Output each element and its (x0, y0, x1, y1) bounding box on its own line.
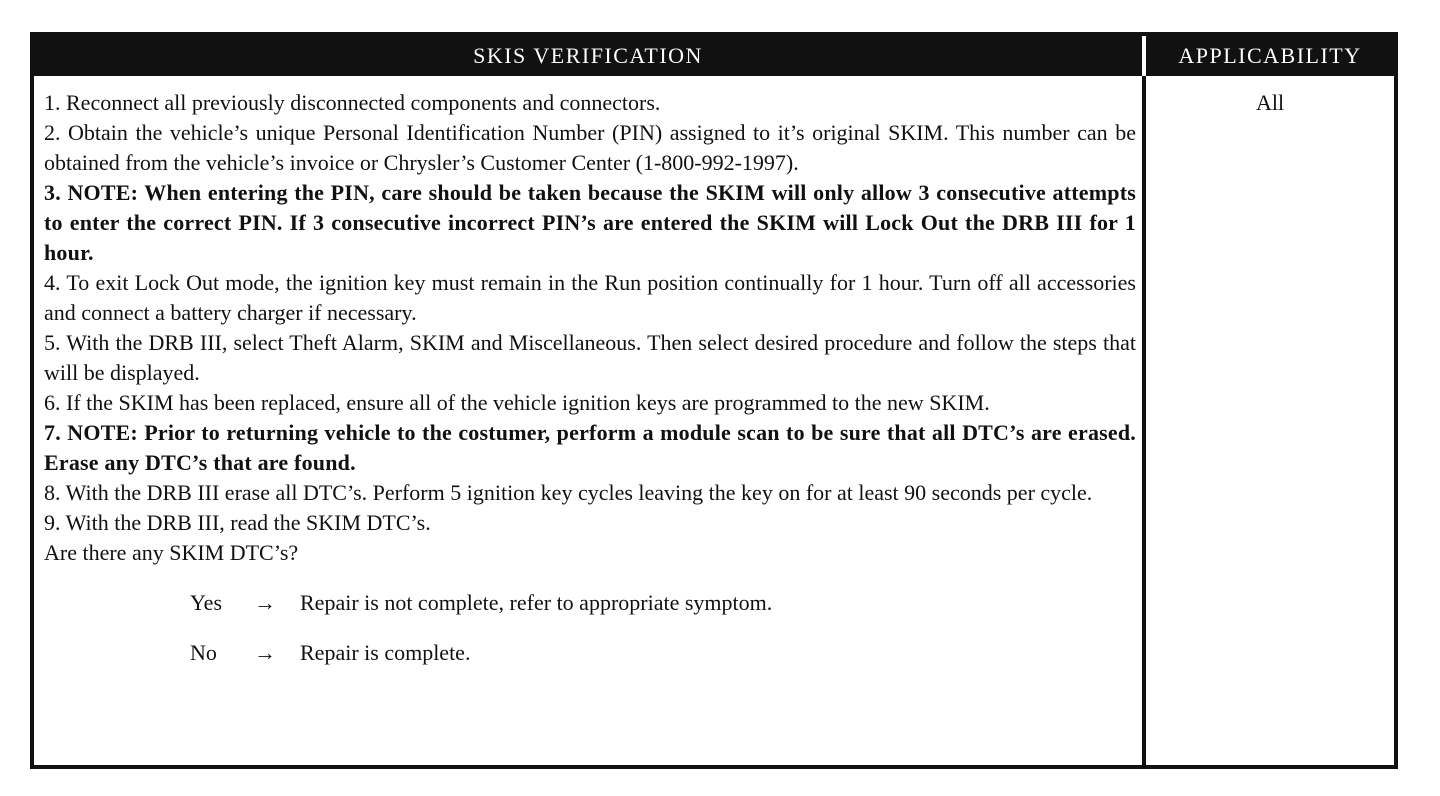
step-3-note: 3. NOTE: When entering the PIN, care should be taken because the SKIM will only allow 3 consecutive attempts to enter the correct PIN. If 3 consecutive incorrect PIN’s are entered the SKIM will Lock Out the DRB III for 1 hour. (44, 180, 1136, 265)
table-header (34, 36, 1394, 76)
arrow-right-icon: → (254, 640, 276, 665)
question: Are there any SKIM DTC’s? (44, 540, 299, 565)
table-body (34, 76, 1394, 765)
answers (44, 588, 1142, 668)
step-2: 2. Obtain the vehicle’s unique Personal Identification Number (PIN) assigned to it’s original SKIM. This number can be obtained from the vehicle’s invoice or Chrysler’s Customer Center (1-800-992-1997). (44, 120, 1136, 175)
step-9: 9. With the DRB III, read the SKIM DTC’s. (44, 510, 431, 535)
step-7-note: 7. NOTE: Prior to returning vehicle to the costumer, perform a module scan to be sure that all DTC’s are erased. Erase any DTC’s that are found. (44, 420, 1136, 475)
step-5: 5. With the DRB III, select Theft Alarm, SKIM and Miscellaneous. Then select desired procedure and follow the steps that will be displayed. (44, 330, 1136, 385)
applicability-value: All (1255, 90, 1285, 115)
step-4: 4. To exit Lock Out mode, the ignition key must remain in the Run position continually for 1 hour. Turn off all accessories and connect a battery charger if necessary. (44, 270, 1136, 325)
step-6: 6. If the SKIM has been replaced, ensure all of the vehicle ignition keys are programmed to the new SKIM. (44, 390, 990, 415)
answer-yes-label: Yes (190, 590, 223, 615)
answer-no-label: No (190, 640, 217, 665)
step-8: 8. With the DRB III erase all DTC’s. Perform 5 ignition key cycles leaving the key on for at least 90 seconds per cycle. (44, 480, 1093, 505)
arrow-right-icon: → (254, 590, 276, 615)
answer-no-text: Repair is complete. (300, 640, 471, 665)
header-applicability: APPLICABILITY (1178, 43, 1362, 68)
answer-yes (190, 588, 1142, 618)
applicability-column (1146, 76, 1394, 765)
step-1: 1. Reconnect all previously disconnected components and connectors. (44, 90, 661, 115)
answer-no (190, 638, 1142, 668)
answer-yes-text: Repair is not complete, refer to appropriate symptom. (300, 590, 773, 615)
procedure-column (34, 76, 1142, 765)
header-title: SKIS VERIFICATION (473, 43, 703, 68)
verification-table (30, 32, 1398, 769)
